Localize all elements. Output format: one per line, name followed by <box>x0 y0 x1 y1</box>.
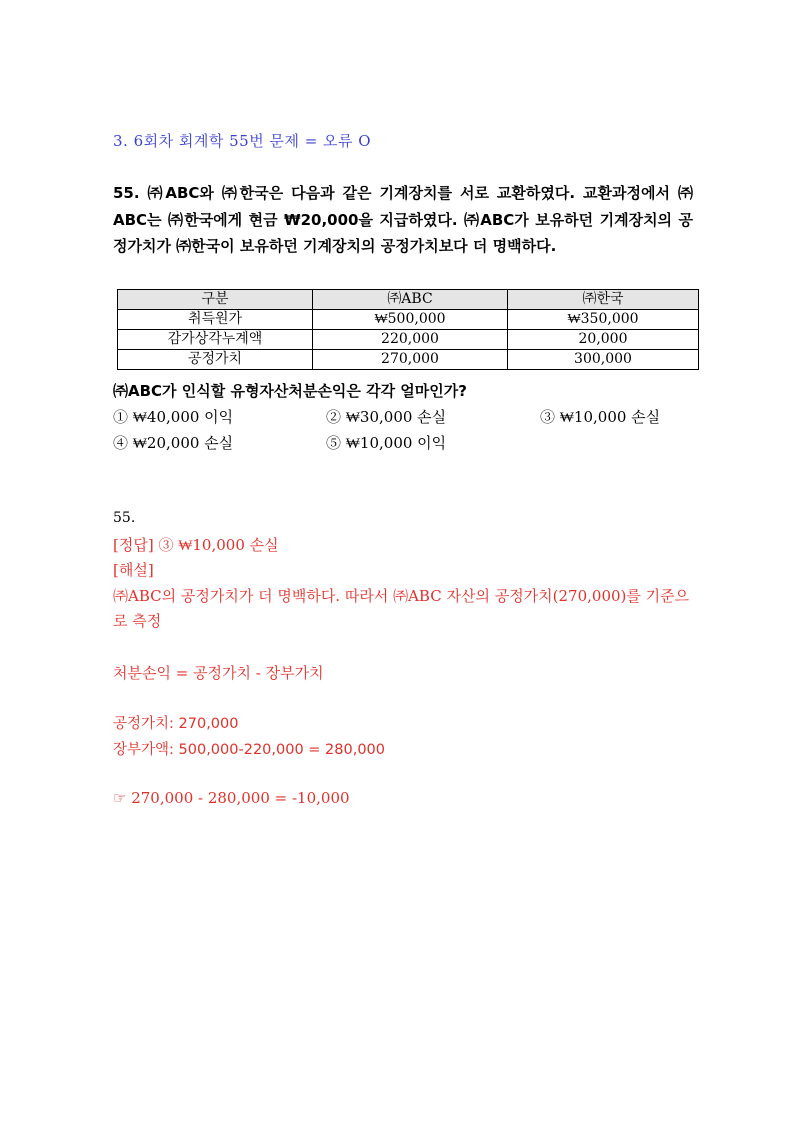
table-header-cell: ㈜한국 <box>508 290 699 310</box>
answer-number: 55. <box>113 510 136 526</box>
choice-5: ⑤ ₩10,000 이익 <box>326 434 447 452</box>
table-cell: ₩350,000 <box>508 310 699 330</box>
table-row <box>118 350 699 370</box>
table-header-row <box>118 290 699 310</box>
choice-4: ④ ₩20,000 손실 <box>113 434 234 452</box>
question-prompt: ㈜ABC가 인식할 유형자산처분손익은 각각 얼마인가? <box>113 382 467 400</box>
question-text: 55. ㈜ABC와 ㈜한국은 다음과 같은 기계장치를 서로 교환하였다. 교환과정에서 ㈜ABC는 ㈜한국에게 현금 ₩20,000을 지급하였다. ㈜ABC가 보유하던 기계장치의 공정가치가 ㈜한국이 보유하던 기계장치의 공정가치보다 더 명백하다. <box>113 184 693 255</box>
table-cell: 20,000 <box>508 330 699 350</box>
table-cell: 취득원가 <box>118 310 313 330</box>
book-value-line: 장부가액: 500,000-220,000 = 280,000 <box>113 742 386 758</box>
table-header-cell: ㈜ABC <box>313 290 508 310</box>
table-header-cell: 구분 <box>118 290 313 310</box>
table-row <box>118 310 699 330</box>
table-cell: 300,000 <box>508 350 699 370</box>
table-cell: ₩500,000 <box>313 310 508 330</box>
explanation-label: [해설] <box>113 561 154 579</box>
choice-2: ② ₩30,000 손실 <box>326 408 447 426</box>
table-cell: 감가상각누계액 <box>118 330 313 350</box>
explanation-text: ㈜ABC의 공정가치가 더 명백하다. 따라서 ㈜ABC 자산의 공정가치(270,000)를 기준으로 측정 <box>113 587 690 630</box>
table-row <box>118 330 699 350</box>
table-cell: 220,000 <box>313 330 508 350</box>
table-cell: 공정가치 <box>118 350 313 370</box>
answer-line: [정답] ③ ₩10,000 손실 <box>113 536 279 554</box>
choice-3: ③ ₩10,000 손실 <box>540 408 661 426</box>
formula-line: 처분손익 = 공정가치 - 장부가치 <box>113 664 324 682</box>
comparison-table <box>117 289 699 370</box>
section-title: 3. 6회차 회계학 55번 문제 = 오류 O <box>113 132 372 150</box>
table-cell: 270,000 <box>313 350 508 370</box>
fair-value-line: 공정가치: 270,000 <box>113 716 239 732</box>
choice-1: ① ₩40,000 이익 <box>113 408 234 426</box>
result-line: ☞ 270,000 - 280,000 = -10,000 <box>113 789 350 807</box>
